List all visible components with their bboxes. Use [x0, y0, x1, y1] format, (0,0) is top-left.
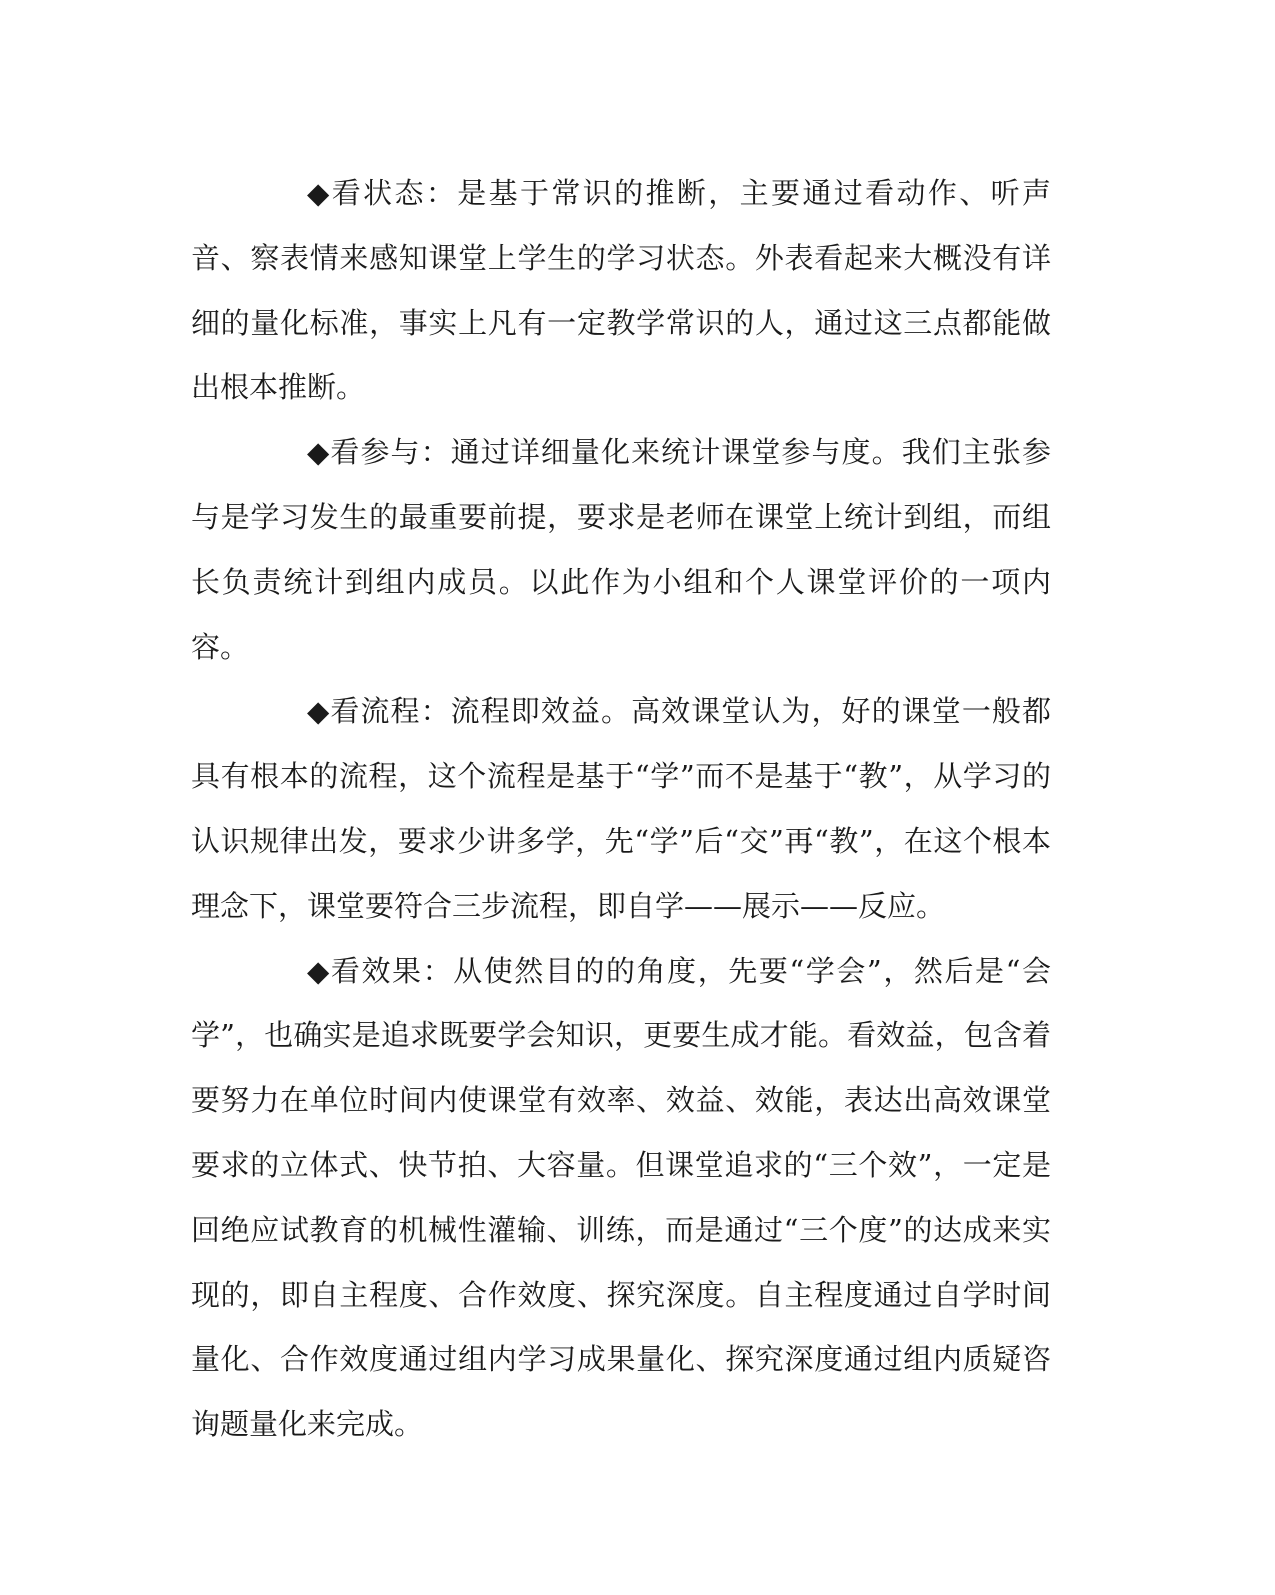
paragraph-heading: 看参与：: [330, 435, 451, 470]
paragraph-heading: 看效果：: [330, 953, 454, 988]
diamond-bullet-icon: ◆: [307, 953, 331, 988]
diamond-bullet-icon: ◆: [307, 176, 332, 210]
paragraph-status: [191, 161, 1051, 420]
paragraph-text: 是基于常识的推断，主要通过看动作、听声音、察表情来感知课堂上学生的学习状态。外表看起来大概没有详细的量化标准，事实上凡有一定教学常识的人，通过这三点都能做出根本推断。: [191, 176, 1051, 405]
paragraph-participation: [191, 420, 1051, 679]
document-body: [191, 161, 1051, 1457]
paragraph-process: [191, 679, 1051, 938]
paragraph-effect: [191, 939, 1051, 1457]
paragraph-heading: 看流程：: [330, 694, 451, 729]
diamond-bullet-icon: ◆: [307, 694, 331, 729]
paragraph-text: 从使然目的的角度，先要“学会”，然后是“会学”，也确实是追求既要学会知识，更要生成才能。看效益，包含着要努力在单位时间内使课堂有效率、效益、效能，表达出高效课堂要求的立体式、快节拍、大容量。但课堂追求的“三个效”，一定是回绝应试教育的机械性灌输、训练，而是通过“三个度”的达成来实现的，即自主程度、合作效度、探究深度。自主程度通过自学时间量化、合作效度通过组内学习成果量化、探究深度通过组内质疑咨询题量化来完成。: [191, 953, 1051, 1442]
paragraph-text: 通过详细量化来统计课堂参与度。我们主张参与是学习发生的最重要前提，要求是老师在课堂上统计到组，而组长负责统计到组内成员。以此作为小组和个人课堂评价的一项内容。: [191, 435, 1051, 664]
paragraph-heading: 看状态：: [331, 176, 458, 210]
diamond-bullet-icon: ◆: [307, 435, 331, 470]
paragraph-text: 流程即效益。高效课堂认为，好的课堂一般都具有根本的流程，这个流程是基于“学”而不是基于“教”，从学习的认识规律出发，要求少讲多学，先“学”后“交”再“教”，在这个根本理念下，课堂要符合三步流程，即自学——展示——反应。: [191, 694, 1051, 923]
